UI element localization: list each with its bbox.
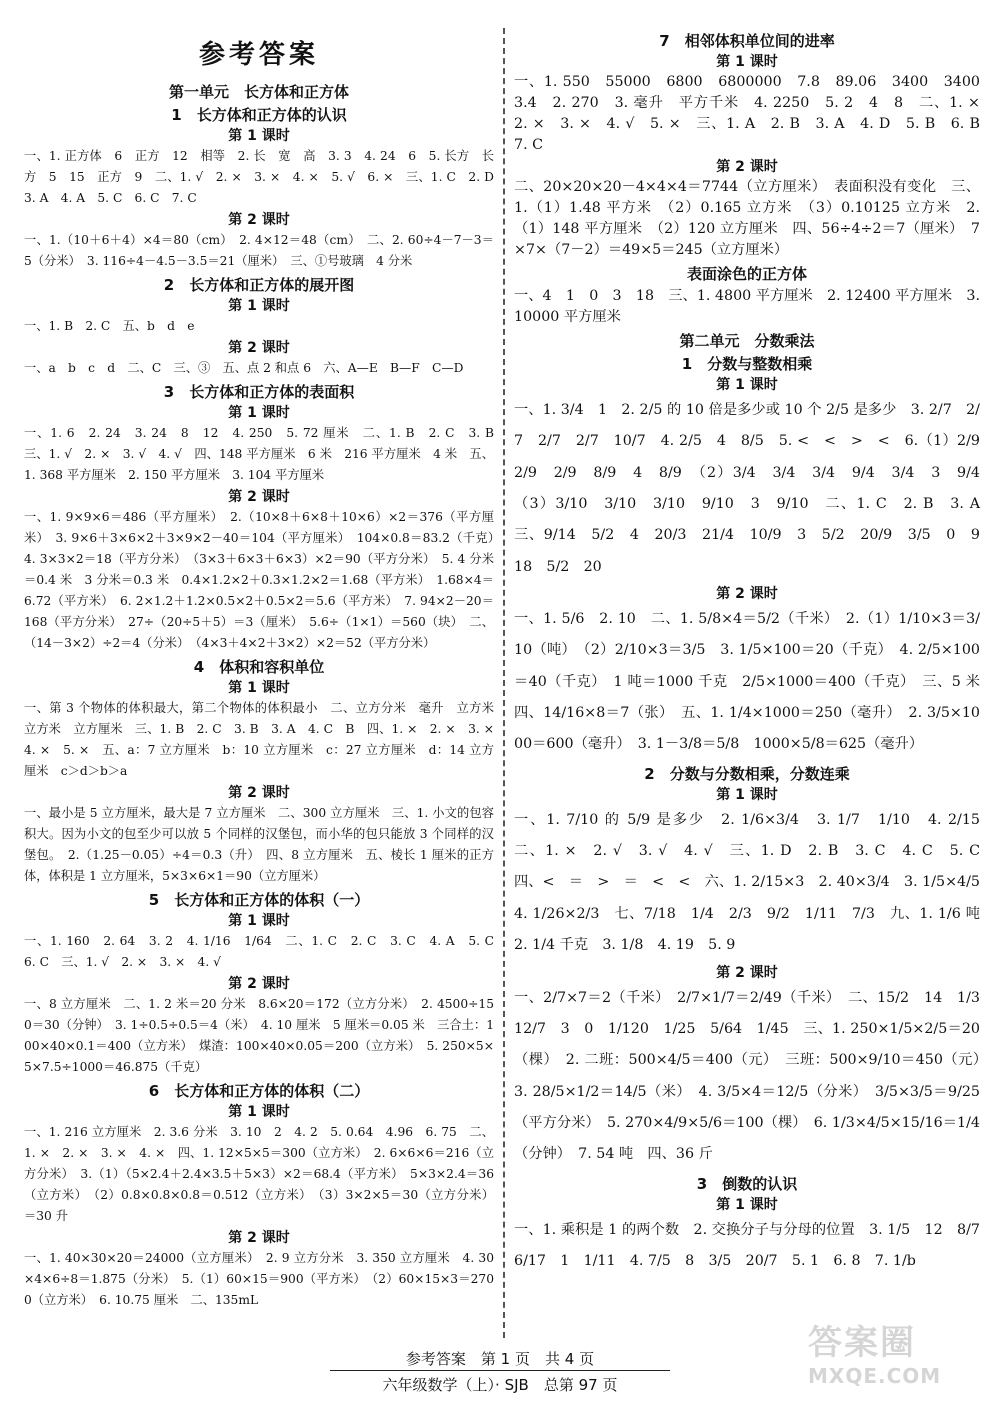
lesson-heading: 第 1 课时: [716, 1196, 778, 1213]
lesson-heading: 第 2 课时: [716, 159, 778, 175]
section-heading: 3 倒数的认识: [696, 1174, 798, 1193]
section-heading: 表面涂色的正方体: [686, 265, 807, 283]
watermark-text: 答案圈: [808, 1323, 916, 1363]
answer-block: 一、1. 6 2. 24 3. 24 8 12 4. 250 5. 72 厘米 二、1. B 2. C 3. B 三、1. √ 2. × 3. √ 4. √ 四、148 平方厘米 6 米 216 平方厘米 4 米 五、1. 368 平方厘米 2. 150 平方厘米 3. 104 平方厘米: [24, 426, 507, 482]
answer-block: 一、8 立方厘米 二、1. 2 米＝20 分米 8.6×20＝172（立方分米） 2. 4500÷150＝30（分钟） 3. 1÷0.5÷0.5＝4（米） 4. 10 厘米 5 厘米＝0.05 米 三合土：100×40×0.1＝400（立方米） 煤渣：100×40×0.05＝200（立方米） 5. 250×5×5×7.5÷1000＝46.875（千克）: [24, 997, 494, 1074]
column-divider: [503, 28, 505, 1338]
footer-page-info: 参考答案 第 1 页 共 4 页: [405, 1350, 595, 1368]
lesson-heading: 第 2 课时: [228, 489, 290, 505]
section-heading: 2 分数与分数相乘，分数连乘: [644, 764, 850, 783]
answer-block: 一、1. 216 立方厘米 2. 3.6 分米 3. 10 2 4. 2 5. 0.64 4.96 6. 75 二、1. × 2. × 3. × 4. × 四、1. 12×5×5＝300（立方米） 2. 6×6×6＝216（立方分米） 3.（1）（5×2.4＋2.4×3.5＋5×3）×2＝68.4（平方米） 5×3×2.4＝36（立方米） （2）0.8×0.8×0.8＝0.512（立方米） （3）3×2×5＝30（立方分米）＝30 升: [24, 1125, 494, 1223]
answer-block: 一、2/7×7＝2（千米） 2/7×1/7＝2/49（千米） 二、15/2 14 1/3 12/7 3 0 1/120 1/25 5/64 1/45 三、1. 250×1/5×2/5＝20（棵） 2. 二班：500×4/5＝400（元） 三班：500×9/10＝450（元） 3. 28/5×1/2＝14/5（米） 4. 3/5×4＝12/5（分米） 3/5×3/5＝9/25（平方分米） 5. 270×4/9×5/6＝100（棵） 6. 1/3×4/5×15/16＝1/4（分钟） 7. 54 吨 四、36 斤: [514, 989, 995, 1163]
footer-rule: [330, 1370, 670, 1371]
section-heading: 4 体积和容积单位: [193, 658, 325, 676]
answer-block: 一、4 1 0 3 18 三、1. 4800 平方厘米 2. 12400 平方厘米 3. 10000 平方厘米: [514, 288, 980, 325]
right-column-body: [514, 32, 995, 1277]
section-heading: 6 长方体和正方体的体积（二）: [148, 1082, 370, 1100]
answer-block: 一、最小是 5 立方厘米，最大是 7 立方厘米 二、300 立方厘米 三、1. 小文的包容积大。因为小文的包至少可以放 5 个同样的汉堡包，而小华的包只能放 3 个同样的汉堡包。 2.（1.25－0.05）÷4＝0.3（升） 四、8 立方厘米 五、棱长 1 厘米的正方体，体积是 1 立方厘米，5×3×6×1＝90（立方厘米）: [24, 806, 494, 883]
lesson-heading: 第 1 课时: [716, 786, 778, 803]
section-heading: 2 长方体和正方体的展开图: [163, 276, 355, 294]
section-heading: 3 长方体和正方体的表面积: [163, 383, 355, 401]
answer-block: 一、1. 40×30×20＝24000（立方厘米） 2. 9 立方分米 3. 350 立方厘米 4. 30×4×6÷8＝1.875（分米） 5.（1）60×15＝900（平方米） （2）60×15×3＝2700（立方米） 6. 10.75 厘米 二、135mL: [24, 1251, 494, 1307]
page-title: 参考答案: [198, 40, 319, 70]
answer-block: 一、1. 550 55000 6800 6800000 7.8 89.06 3400 3400 3.4 2. 270 3. 毫升 平方千米 4. 2250 5. 2 4 8 二、1. × 2. × 3. × 4. √ 5. × 三、1. A 2. B 3. A 4. D 5. B 6. B 7. C: [514, 74, 995, 153]
answer-block: 一、a b c d 二、C 三、③ 五、点 2 和点 6 六、A—E B—F C—D: [24, 361, 464, 375]
unit-heading: 第一单元 长方体和正方体: [168, 83, 349, 101]
section-heading: 1 分数与整数相乘: [681, 355, 813, 373]
lesson-heading: 第 1 课时: [228, 680, 290, 696]
watermark-url: MXQE.COM: [808, 1364, 942, 1388]
lesson-heading: 第 1 课时: [228, 1104, 290, 1120]
answer-block: 一、1. 5/6 2. 10 二、1. 5/8×4＝5/2（千米） 2.（1）1/10×3＝3/10（吨） （2）2/10×3＝3/5 3. 1/5×100＝20（千克） 4. 2/5×100＝40（千克） 1 吨＝1000 千克 2/5×1000＝400（千克） 三、5 米 四、14/16×8＝7（张） 五、1. 1/4×1000＝250（毫升） 2. 3/5×1000＝600（毫升） 3. 1－3/8＝5/8 1000×5/8＝625（毫升）: [514, 611, 995, 753]
answer-block: 一、1. 7/10 的 5/9 是多少 2. 1/6×3/4 3. 1/7 1/10 4. 2/15 二、1. × 2. √ 3. √ 4. √ 三、1. D 2. B 3. C 4. C 5. C 四、< ＝ > ＝ < < 六、1. 2/15×3 2. 40×3/4 3. 1/5×4/5 4. 1/26×2/3 七、7/18 1/4 2/3 9/2 1/11 7/3 九、1. 1/6 吨 2. 1/4 千克 3. 1/8 4. 19 5. 9: [514, 811, 995, 954]
lesson-heading: 第 2 课时: [716, 586, 778, 603]
answer-block: 二、20×20×20－4×4×4＝7744（立方厘米） 表面积没有变化 三、1.（1）1.48 平方米 （2）0.165 立方米 （3）0.10125 立方米 2.（1）148 平方厘米 （2）120 立方厘米 四、56÷4÷2＝7（厘米） 7×7×（7－2）＝49×5＝245（立方厘米）: [514, 179, 980, 258]
footer-book-info: 六年级数学（上）· SJB 总第 97 页: [382, 1376, 618, 1394]
lesson-heading: 第 2 课时: [228, 976, 290, 992]
lesson-heading: 第 1 课时: [716, 377, 778, 393]
section-heading: 5 长方体和正方体的体积（一）: [148, 891, 370, 909]
left-column-body: [24, 83, 507, 1311]
lesson-heading: 第 2 课时: [228, 340, 290, 356]
answer-block: 一、1. 160 2. 64 3. 2 4. 1/16 1/64 二、1. C 2. C 3. C 4. A 5. C 6. C 三、1. √ 2. × 3. × 4. √: [24, 934, 507, 969]
right-column: [514, 28, 995, 1277]
answer-block: 一、1. 乘积是 1 的两个数 2. 交换分子与分母的位置 3. 1/5 12 8/7 6/17 1 1/11 4. 7/5 8 3/5 20/7 5. 1 6. 8 7. 1/b: [514, 1221, 995, 1269]
lesson-heading: 第 1 课时: [228, 913, 290, 929]
section-heading: 7 相邻体积单位间的进率: [659, 32, 835, 50]
section-heading: 1 长方体和正方体的认识: [171, 106, 347, 124]
unit-heading: 第二单元 分数乘法: [679, 332, 815, 350]
lesson-heading: 第 1 课时: [228, 298, 290, 314]
answer-block: 一、第 3 个物体的体积最大，第二个物体的体积最小 二、立方分米 毫升 立方米 立方米 立方厘米 三、1. B 2. C 3. B 3. A 4. C B 四、1. × 2. × 3. × 4. × 5. × 五、a：7 立方厘米 b：10 立方厘米 c：27 立方厘米 d：14 立方厘米 c＞d＞b＞a: [24, 701, 507, 778]
answer-block: 一、1. 3/4 1 2. 2/5 的 10 倍是多少或 10 个 2/5 是多少 3. 2/7 2/7 2/7 2/7 10/7 4. 2/5 4 8/5 5. < < > < 6.（1）2/9 2/9 2/9 8/9 4 8/9 （2）3/4 3/4 3/4 9/4 3/4 3 9/4 （3）3/10 3/10 3/10 9/10 3 9/10 二、1. C 2. B 3. A 三、9/14 5/2 4 20/3 21/4 10/9 3 5/2 20/9 3/5 0 9 18 5/2 20: [514, 402, 995, 575]
lesson-heading: 第 2 课时: [228, 212, 290, 228]
lesson-heading: 第 1 课时: [716, 54, 778, 70]
answer-block: 一、1.（10＋6＋4）×4＝80（cm） 2. 4×12＝48（cm） 二、2. 60÷4－7－3＝5（分米） 3. 116÷4－4.5－3.5＝21（厘米） 三、①号玻璃 4 分米: [24, 233, 494, 268]
lesson-heading: 第 2 课时: [228, 785, 290, 801]
lesson-heading: 第 2 课时: [716, 964, 778, 981]
answer-block: 一、1. 9×9×6＝486（平方厘米） 2.（10×8＋6×8＋10×6）×2＝376（平方厘米） 3. 9×6＋3×6×2＋3×9×2－40＝104（平方厘米） 104×0.8＝83.2（千克） 4. 3×3×2＝18（平方分米） （3×3＋6×3＋6×3）×2＝90（平方分米） 5. 4 分米＝0.4 米 3 分米＝0.3 米 0.4×1.2×2＋0.3×1.2×2＝1.68（平方米） 1.68×4＝6.72（平方米） 6. 2×1.2＋1.2×0.5×2＋0.5×2＝5.6（平方米） 7. 94×2－20＝168（平方分米） 27÷（20÷5＋5）＝3（厘米） 5.6÷（1×1）＝560（块） 二、（14－3×2）÷2＝4（分米） （4×3＋4×2＋3×2）×2＝52（平方分米）: [24, 510, 507, 650]
answer-block: 一、1. 正方体 6 正方 12 相等 2. 长 宽 高 3. 3 4. 24 6 5. 长方 长方 5 15 正方 9 二、1. √ 2. × 3. × 4. × 5. √ 6. × 三、1. C 2. D 3. A 4. A 5. C 6. C 7. C: [24, 149, 507, 205]
answer-block: 一、1. B 2. C 五、b d e: [24, 319, 195, 333]
watermark-logo: [808, 1315, 988, 1389]
lesson-heading: 第 1 课时: [228, 128, 290, 144]
left-column: [24, 28, 507, 1311]
lesson-heading: 第 2 课时: [228, 1230, 290, 1246]
lesson-heading: 第 1 课时: [228, 405, 290, 421]
